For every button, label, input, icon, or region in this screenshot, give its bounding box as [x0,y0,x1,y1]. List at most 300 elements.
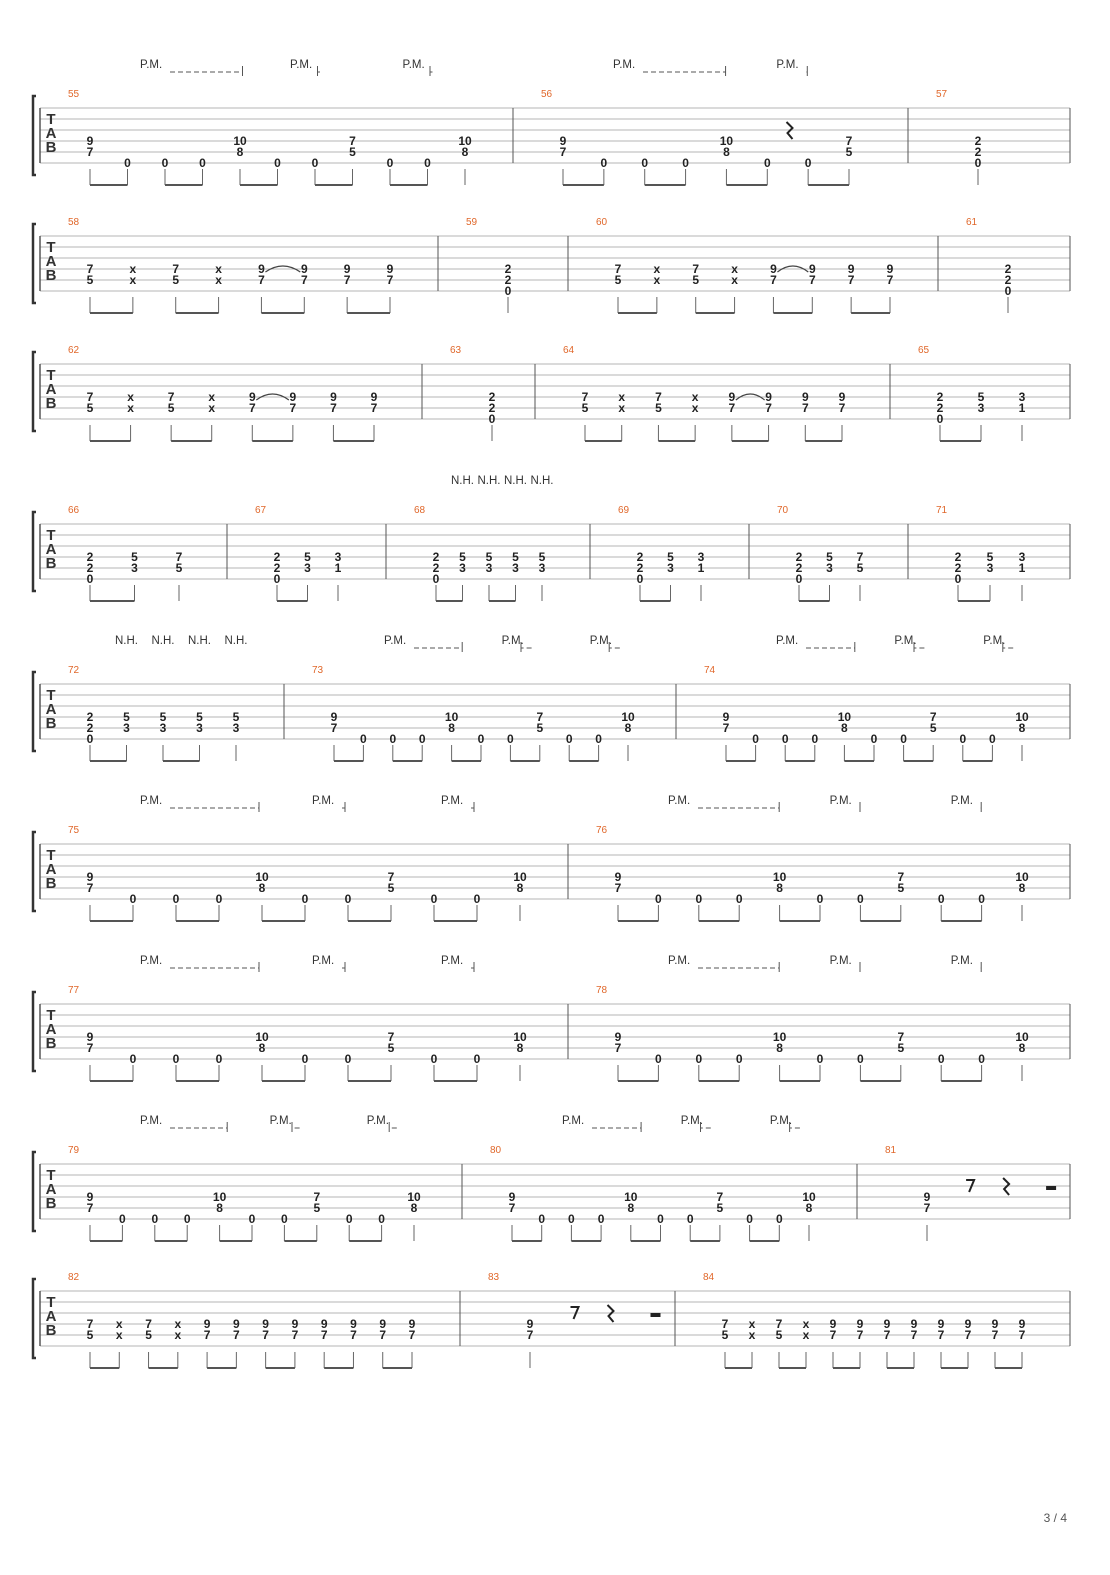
fret-number: 7 [614,262,622,276]
fret-number: 9 [829,1317,837,1331]
fret-number: 9 [770,262,777,276]
tab-clef-letter: B [45,715,57,732]
fret-number: 2 [504,273,512,287]
measure-number: 63 [450,345,462,356]
fret-number: 7 [86,390,94,404]
fret-number: 5 [667,550,674,564]
tab-clef-letter: B [45,395,57,412]
fret-number: 7 [808,273,816,287]
fret-number: 2 [432,550,440,564]
fret-number: 7 [721,1317,729,1331]
fret-number: 5 [826,550,833,564]
measure-number: 55 [68,89,80,100]
fret-number: 0 [978,1052,985,1066]
fret-number: 7 [86,145,94,159]
fret-number: 8 [258,1041,266,1055]
fret-number: 7 [86,1317,94,1331]
fret-number: 5 [196,710,203,724]
fret-number: 7 [838,401,846,415]
half-rest [651,1313,661,1317]
fret-number: 7 [387,870,395,884]
fret-number: 7 [86,262,94,276]
fret-number: 9 [883,1317,891,1331]
fret-number: 0 [172,892,180,906]
tab-clef-letter: A [45,541,57,558]
fret-number: 7 [370,401,378,415]
fret-number: 0 [597,1212,605,1226]
fret-number: 0 [816,1052,824,1066]
fret-number: x [618,390,626,404]
fret-number: 8 [258,881,266,895]
fret-number: 5 [581,401,589,415]
system-bracket [33,224,36,303]
fret-number: 5 [86,401,94,415]
fret-number: 7 [910,1328,918,1342]
fret-number: 0 [870,732,878,746]
fret-number: x [208,401,216,415]
fret-number: 0 [507,732,514,746]
fret-number: 3 [123,721,130,735]
natural-harmonic-label: N.H. [477,475,501,487]
palm-mute-label: P.M. [829,795,852,807]
system-bracket [33,512,36,591]
fret-number: x [653,262,661,276]
fret-number: 2 [86,561,94,575]
fret-number: x [748,1317,756,1331]
natural-harmonic-label: N.H. [115,635,138,647]
measure-number: 82 [68,1272,80,1283]
fret-number: 0 [636,572,644,586]
fret-number: 8 [236,145,244,159]
fret-number: 2 [974,145,982,159]
fret-number: 0 [345,1212,353,1226]
fret-number: 7 [923,1201,931,1215]
fret-number: 0 [989,732,996,746]
fret-number: 10 [719,134,734,148]
tab-clef-letter: T [46,1007,56,1024]
tab-clef-letter: B [45,1195,57,1212]
tab-clef-letter: T [46,687,56,704]
fret-number: 0 [781,732,789,746]
fret-number: 0 [344,892,352,906]
fret-number: 7 [172,262,180,276]
fret-number: 0 [473,892,481,906]
fret-number: 0 [86,732,94,746]
fret-number: 8 [216,1201,223,1215]
fret-number: 7 [86,1201,94,1215]
fret-number: 0 [735,1052,743,1066]
fret-number: 0 [504,284,512,298]
fret-number: 3 [159,721,167,735]
measure-number: 66 [68,505,80,516]
fret-number: 7 [343,273,351,287]
fret-number: 7 [856,550,864,564]
fret-number: 0 [86,572,94,586]
fret-number: 8 [627,1201,635,1215]
fret-number: 0 [248,1212,256,1226]
fret-number: 10 [802,1190,816,1204]
measure-number: 58 [68,217,80,228]
fret-number: 7 [379,1328,387,1342]
fret-number: 9 [370,390,378,404]
fret-number: 5 [387,1041,395,1055]
fret-number: 9 [330,390,337,404]
fret-number: 0 [129,1052,137,1066]
fret-number: 3 [986,561,994,575]
fret-number: 0 [538,1212,546,1226]
palm-mute-label: P.M. [950,795,973,807]
fret-number: 8 [1018,721,1026,735]
tab-clef-letter: T [46,1294,56,1311]
fret-number: 8 [841,721,848,735]
fret-number: 3 [196,721,203,735]
fret-number: 1 [697,561,705,575]
fret-number: 0 [301,1052,309,1066]
fret-number: 9 [964,1317,972,1331]
fret-number: 10 [255,1030,269,1044]
fret-number: x [802,1328,810,1342]
natural-harmonic-label: N.H. [451,475,474,487]
fret-number: 7 [300,273,308,287]
fret-number: 7 [291,1328,299,1342]
fret-number: 7 [614,1041,622,1055]
fret-number: 7 [614,881,622,895]
tab-clef-letter: T [46,239,56,256]
fret-number: 9 [923,1190,931,1204]
measure-number: 77 [68,985,80,996]
fret-number: 0 [473,1052,481,1066]
fret-number: 7 [145,1317,152,1331]
fret-number: 3 [485,561,493,575]
fret-number: 9 [614,1030,622,1044]
fret-number: 5 [86,1328,94,1342]
fret-number: 9 [728,390,736,404]
fret-number: 7 [728,401,736,415]
fret-number: 0 [311,156,319,170]
fret-number: 9 [203,1317,211,1331]
fret-number: 2 [936,401,944,415]
fret-number: 10 [233,134,247,148]
fret-number: 7 [248,401,256,415]
fret-number: 0 [161,156,169,170]
fret-number: 7 [167,390,175,404]
fret-number: 0 [600,156,608,170]
fret-number: 5 [131,550,138,564]
fret-number: 9 [559,134,567,148]
tab-clef-letter: B [45,139,57,156]
palm-mute-label: P.M. [680,1115,703,1127]
fret-number: 7 [508,1201,516,1215]
tab-clef-letter: A [45,1181,57,1198]
measure-number: 74 [704,665,716,676]
palm-mute-label: P.M. [441,955,464,967]
fret-number: 9 [838,390,846,404]
fret-number: 10 [624,1190,638,1204]
fret-number: 7 [233,1328,240,1342]
natural-harmonic-label: N.H. [504,475,527,487]
fret-number: 8 [624,721,632,735]
system-bracket [33,1152,36,1231]
tab-clef-letter: T [46,367,56,384]
fret-number: x [618,401,626,415]
fret-number: 2 [974,134,982,148]
fret-number: 7 [386,273,394,287]
fret-number: 0 [735,892,743,906]
fret-number: 7 [929,710,937,724]
fret-number: 0 [595,732,602,746]
fret-number: 10 [407,1190,421,1204]
palm-mute-label: P.M. [589,635,612,647]
fret-number: 5 [313,1201,321,1215]
fret-number: 5 [512,550,519,564]
fret-number: 0 [752,732,759,746]
fret-number: 0 [274,156,281,170]
fret-number: 5 [304,550,311,564]
fret-number: 9 [86,1030,94,1044]
fret-number: 7 [262,1328,269,1342]
fret-number: 5 [387,881,395,895]
fret-number: 0 [936,412,944,426]
fret-number: 7 [289,401,297,415]
fret-number: 3 [334,550,342,564]
fret-number: x [215,273,222,287]
fret-number: 2 [1004,262,1012,276]
fret-number: 0 [763,156,771,170]
fret-number: 3 [667,561,674,575]
fret-number: 5 [145,1328,152,1342]
fret-number: 0 [959,732,967,746]
fret-number: 0 [301,892,309,906]
fret-number: 7 [203,1328,211,1342]
tab-clef-letter: B [45,875,57,892]
fret-number: x [174,1328,182,1342]
fret-number: 9 [350,1317,357,1331]
fret-number: 9 [801,390,809,404]
fret-number: 7 [86,1041,94,1055]
fret-number: 0 [430,892,438,906]
fret-number: 7 [770,273,777,287]
fret-number: 10 [458,134,472,148]
fret-number: x [127,390,134,404]
fret-number: 1 [1018,561,1026,575]
palm-mute-label: P.M. [290,59,313,71]
fret-number: 0 [389,732,397,746]
tab-clef-letter: T [46,111,56,128]
fret-number: 2 [504,262,512,276]
fret-number: 9 [248,390,256,404]
fret-number: 2 [273,561,281,575]
fret-number: 9 [856,1317,864,1331]
tab-clef-letter: A [45,1021,57,1038]
fret-number: 9 [343,262,351,276]
fret-number: 3 [538,561,546,575]
fret-number: 9 [86,1190,94,1204]
palm-mute-label: P.M. [140,1115,163,1127]
fret-number: 7 [765,401,772,415]
tab-clef-letter: B [45,1322,57,1339]
fret-number: 9 [508,1190,516,1204]
fret-number: 9 [808,262,816,276]
fret-number: 7 [330,721,338,735]
fret-number: 10 [444,710,459,724]
measure-number: 64 [563,345,575,356]
fret-number: 5 [614,273,622,287]
fret-number: 2 [273,550,281,564]
fret-number: 10 [255,870,269,884]
natural-harmonic-label: N.H. [188,635,211,647]
fret-number: 0 [655,1052,662,1066]
fret-number: 9 [86,870,94,884]
fret-number: 9 [233,1317,240,1331]
measure-number: 67 [255,505,267,516]
tab-clef-letter: A [45,701,57,718]
measure-number: 75 [68,825,80,836]
measure-number: 60 [596,217,608,228]
fret-number: 3 [232,721,240,735]
fret-number: x [174,1317,182,1331]
fret-number: 0 [418,732,426,746]
fret-number: 8 [1018,881,1026,895]
tab-clef-letter: B [45,1035,57,1052]
fret-number: 0 [565,732,573,746]
fret-number: 9 [886,262,894,276]
fret-number: x [802,1317,810,1331]
tab-clef-letter: B [45,555,57,572]
palm-mute-label: P.M. [402,59,425,71]
fret-number: 7 [559,145,567,159]
fret-number: 7 [387,1030,395,1044]
fret-number: 8 [805,1201,813,1215]
fret-number: 7 [829,1328,837,1342]
fret-number: 0 [151,1212,159,1226]
fret-number: 7 [847,273,855,287]
fret-number: 3 [131,561,138,575]
natural-harmonic-label: N.H. [530,475,554,487]
natural-harmonic-label: N.H. [151,635,175,647]
measure-number: 62 [68,345,80,356]
fret-number: 0 [978,892,985,906]
fret-number: 0 [937,892,945,906]
fret-number: 0 [686,1212,694,1226]
system-bracket [33,1279,36,1358]
fret-number: 1 [334,561,342,575]
fret-number: 2 [636,561,644,575]
fret-number: 0 [124,156,131,170]
fret-number: 3 [826,561,833,575]
fret-number: 9 [379,1317,387,1331]
measure-number: 56 [541,89,553,100]
fret-number: 7 [330,401,337,415]
fret-number: 9 [291,1317,299,1331]
fret-number: 3 [459,561,466,575]
fret-number: 7 [320,1328,328,1342]
fret-number: 0 [360,732,367,746]
fret-number: 7 [692,262,700,276]
fret-number: x [208,390,216,404]
system-bracket [33,832,36,911]
fret-number: 2 [488,390,496,404]
half-rest [1046,1186,1056,1190]
fret-number: 7 [801,401,809,415]
fret-number: 10 [1015,1030,1029,1044]
palm-mute-label: P.M. [776,635,799,647]
fret-number: 0 [641,156,649,170]
fret-number: 0 [695,892,703,906]
fret-number: x [115,1328,123,1342]
fret-number: 0 [424,156,431,170]
fret-number: 2 [432,561,440,575]
fret-number: 0 [281,1212,288,1226]
fret-number: 5 [655,401,662,415]
fret-number: 9 [847,262,855,276]
fret-number: 7 [964,1328,972,1342]
fret-number: x [115,1317,123,1331]
fret-number: 10 [837,710,852,724]
fret-number: 0 [430,1052,438,1066]
fret-number: 5 [232,710,240,724]
fret-number: 9 [991,1317,999,1331]
fret-number: 2 [86,721,94,735]
fret-number: 10 [1015,710,1029,724]
fret-number: 0 [900,732,907,746]
fret-number: 0 [215,1052,223,1066]
fret-number: 8 [723,145,730,159]
fret-number: 0 [1004,284,1012,298]
fret-number: 10 [513,1030,527,1044]
fret-number: 2 [488,401,496,415]
fret-number: 5 [897,881,905,895]
measure-number: 79 [68,1145,80,1156]
fret-number: 9 [86,134,94,148]
measure-number: 57 [936,89,948,100]
fret-number: x [748,1328,756,1342]
measure-number: 68 [414,505,426,516]
fret-number: 9 [526,1317,534,1331]
fret-number: 0 [119,1212,126,1226]
fret-number: 7 [856,1328,864,1342]
fret-number: 0 [378,1212,385,1226]
fret-number: 2 [795,550,803,564]
fret-number: 5 [159,710,167,724]
fret-number: 7 [716,1190,724,1204]
fret-number: 0 [199,156,206,170]
fret-number: 7 [991,1328,999,1342]
fret-number: 5 [175,561,183,575]
fret-number: 2 [1004,273,1012,287]
palm-mute-label: P.M. [894,635,917,647]
fret-number: 7 [350,1328,357,1342]
measure-number: 71 [936,505,948,516]
fret-number: 3 [1018,550,1026,564]
palm-mute-label: P.M. [950,955,973,967]
fret-number: 0 [568,1212,575,1226]
measure-number: 78 [596,985,608,996]
fret-number: 9 [330,710,338,724]
fret-number: 8 [516,1041,524,1055]
measure-number: 72 [68,665,80,676]
fret-number: 0 [974,156,982,170]
fret-number: 7 [722,721,730,735]
palm-mute-label: P.M. [140,795,163,807]
fret-number: 9 [262,1317,269,1331]
palm-mute-label: P.M. [776,59,799,71]
fret-number: x [129,273,137,287]
fret-number: 7 [775,1317,783,1331]
fret-number: 3 [977,401,985,415]
fret-number: 1 [1018,401,1026,415]
tab-clef-letter: B [45,267,57,284]
palm-mute-label: P.M. [312,955,335,967]
